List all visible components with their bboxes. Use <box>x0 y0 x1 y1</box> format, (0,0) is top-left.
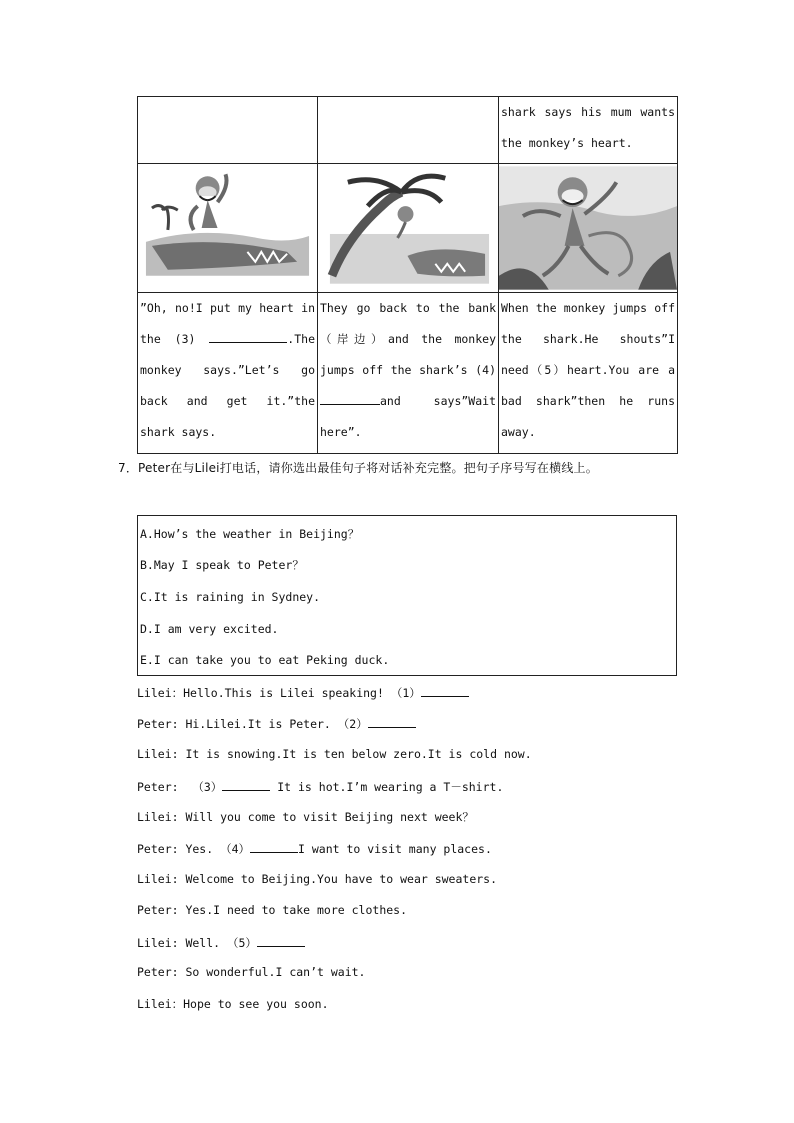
table-cell <box>318 97 499 164</box>
option-b: B.May I speak to Peter？ <box>140 558 304 572</box>
dialogue-line: Lilei: Will you come to visit Beijing next week？ <box>137 810 474 824</box>
dialogue-line: Peter: Hi.Lilei.It is Peter. （2） <box>137 715 416 732</box>
dialogue-line: Lilei: Well. （5） <box>137 934 305 951</box>
table-cell <box>499 293 678 454</box>
answer-blank-4[interactable] <box>320 391 380 405</box>
story-text: They go back to the bank（岸边）and the monkey jumps off the shark’s (4) <box>320 301 496 377</box>
story-text: ”Oh, no!I put my heart in the (3) <box>140 301 315 346</box>
answer-blank-4[interactable] <box>250 840 298 853</box>
option-e: E.I can take you to eat Peking duck. <box>140 653 390 667</box>
table-cell: shark says his mum wants the monkey’s heart. <box>499 97 678 164</box>
option-c: C.It is raining in Sydney. <box>140 590 321 604</box>
answer-blank-5[interactable] <box>257 934 305 947</box>
monkey-jumping-illustration <box>499 166 677 290</box>
story-text: and says”Wait here”. <box>320 394 496 439</box>
answer-blank-3[interactable] <box>209 329 287 343</box>
table-row <box>138 164 678 293</box>
monkey-in-tree-illustration <box>318 166 498 290</box>
story-table <box>137 96 678 454</box>
story-text: When the monkey jumps off the shark.He shouts”I need（5）heart.You are a bad shark”then he runs away. <box>501 301 675 439</box>
dialogue-line: Lilei：Hello.This is Lilei speaking! （1） <box>137 684 469 701</box>
answer-blank-3[interactable] <box>222 778 270 791</box>
table-cell <box>138 293 318 454</box>
table-cell <box>138 97 318 164</box>
story-text: .The monkey says.”Let’s go back and get it.”the shark says. <box>140 332 315 439</box>
dialogue-line: Lilei：Hope to see you soon. <box>137 997 329 1011</box>
question-7-title: 7．Peter在与Lilei打电话，请你选出最佳句子将对话补充完整。把句子序号写在横线上。 <box>118 461 598 475</box>
picture-cell <box>318 164 499 293</box>
table-cell <box>318 293 499 454</box>
dialogue-line: Lilei: It is snowing.It is ten below zero.It is cold now. <box>137 747 532 761</box>
answer-blank-2[interactable] <box>368 715 416 728</box>
dialogue-line: Peter: Yes. （4） I want to visit many places. <box>137 842 492 856</box>
dialogue-line: Peter: So wonderful.I can’t wait. <box>137 965 366 979</box>
option-a: A.How’s the weather in Beijing？ <box>140 527 360 541</box>
dialogue-line: Lilei: Welcome to Beijing.You have to wear sweaters. <box>137 872 498 886</box>
option-d: D.I am very excited. <box>140 622 279 636</box>
table-row <box>138 293 678 454</box>
dialogue-line: Peter: Yes.I need to take more clothes. <box>137 903 408 917</box>
table-row <box>138 97 678 164</box>
options-box <box>137 515 677 676</box>
dialogue-line: Peter: （3） It is hot.I’m wearing a T－shirt. <box>137 780 504 794</box>
picture-cell <box>138 164 318 293</box>
picture-cell <box>499 164 678 293</box>
monkey-on-shark-illustration <box>138 166 317 290</box>
answer-blank-1[interactable] <box>421 684 469 697</box>
